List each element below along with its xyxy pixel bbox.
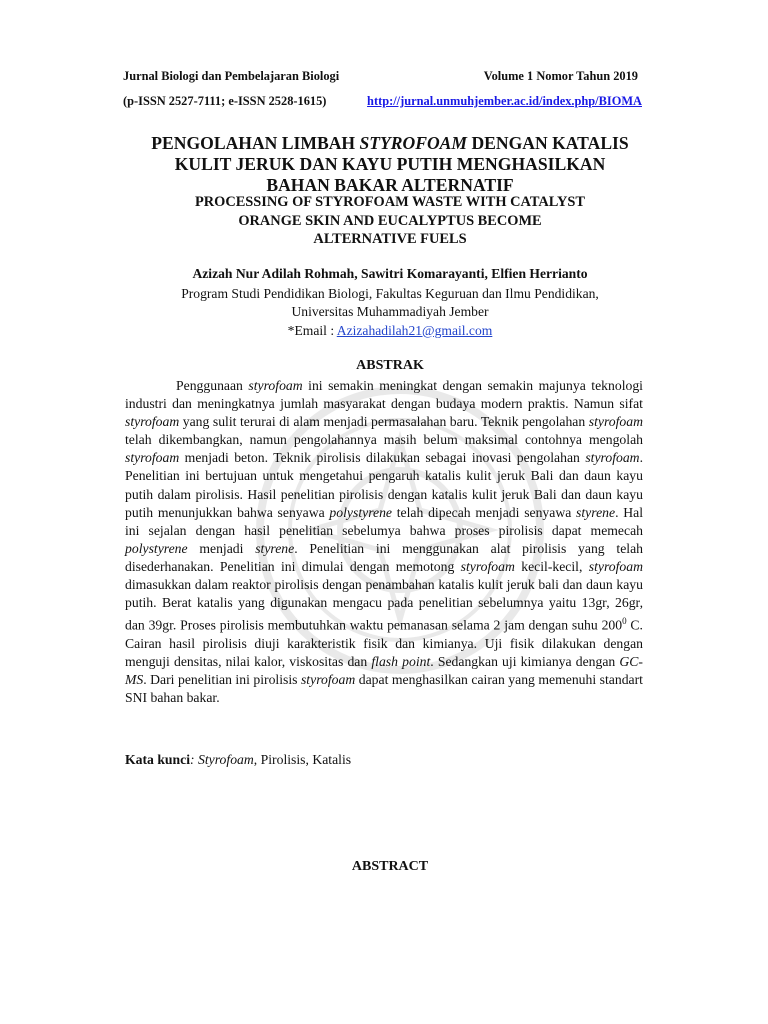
keywords-line	[125, 752, 351, 768]
abstract-heading: ABSTRAK	[356, 358, 424, 373]
abstract-term: styrofoam	[588, 558, 643, 574]
abstract-text-run: dimasukkan dalam reaktor pirolisis dengan penambahan katalis kulit jeruk bali dan daun kayu putih. Berat katalis yang digunakan mengacu pada penelitian sebelumnya yaitu 13gr, 26gr, dan 39gr. Proses pirolisis membutuhkan waktu pemanasan selama 2 jam dengan suhu 200	[125, 577, 643, 633]
abstract-text-run: . Penelitian ini bertujuan untuk mengetahui pengaruh katalis kulit jeruk Bali dan daun kayu putih dalam pirolisis. Hasil penelitian pirolisis dengan katalis kulit jeruk Bali dan daun kayu putih menunjukkan bahwa senyawa	[125, 450, 643, 520]
abstract-text-run: ini semakin meningkat dengan semakin majunya teknologi industri dan meningkatnya jumlah masyarakat dengan budaya modern praktis. Namun sifat	[125, 378, 643, 412]
abstract-term: styrofoam	[125, 450, 180, 466]
abstract-term: styrofoam	[588, 414, 643, 430]
subtitle-line-1: PROCESSING OF STYROFOAM WASTE WITH CATALYST	[194, 194, 586, 210]
affiliation-line-2: Universitas Muhammadiyah Jember	[291, 304, 489, 320]
author-list: Azizah Nur Adilah Rohmah, Sawitri Komarayanti, Elfien Herrianto	[192, 266, 588, 281]
abstract-text-run: telah dikembangkan, namun pengolahannya masih belum maksimal contohnya mengolah	[125, 432, 643, 448]
title-line-2: KULIT JERUK DAN KAYU PUTIH MENGHASILKAN	[174, 154, 606, 174]
email-link[interactable]: Azizahadilah21@gmail.com	[336, 322, 493, 338]
subtitle-line-2: ORANGE SKIN AND EUCALYPTUS BECOME	[238, 212, 542, 229]
subtitle-line-3: ALTERNATIVE FUELS	[313, 231, 467, 247]
abstract-term: styrofoam	[585, 450, 640, 466]
title-line-1: PENGOLAHAN LIMBAH STYROFOAM DENGAN KATALIS	[151, 133, 629, 153]
journal-issn: (p-ISSN 2527-7111; e-ISSN 2528-1615)	[123, 94, 327, 108]
abstract-term: polystyrene	[125, 540, 188, 556]
affiliation	[100, 285, 680, 340]
title-line-3: BAHAN BAKAR ALTERNATIF	[266, 175, 514, 195]
journal-volume: Volume 1 Nomor Tahun 2019	[483, 69, 638, 83]
abstract-term: styrofoam	[125, 414, 180, 430]
abstract-body	[125, 377, 643, 707]
paper-title	[100, 133, 680, 196]
abstract-text-run: Penggunaan	[176, 378, 249, 393]
abstract-term: polystyrene	[329, 504, 393, 520]
journal-url-link[interactable]: http://jurnal.unmuhjember.ac.id/index.php/BIOMA	[367, 94, 642, 108]
email-label: *Email :	[287, 322, 337, 338]
abstract-term: styrene	[255, 540, 295, 556]
abstract-text-run: menjadi beton. Teknik pirolisis dilakukan sebagai inovasi pengolahan	[179, 450, 586, 466]
abstract-text-run: . Sedangkan uji kimianya dengan	[430, 653, 620, 669]
abstract-paragraph	[125, 377, 643, 707]
abstract-term: GC-MS	[125, 653, 643, 688]
affiliation-line-1: Program Studi Pendidikan Biologi, Fakultas Keguruan dan Ilmu Pendidikan,	[181, 286, 599, 301]
abstract-term: styrofoam	[248, 378, 303, 393]
abstract-text-run: . Hal ini sejalan dengan hasil penelitian sebelumya bahwa proses pirolisis dapat memecah	[125, 504, 643, 538]
journal-name: Jurnal Biologi dan Pembelajaran Biologi	[123, 69, 340, 83]
email-line	[100, 322, 680, 340]
abstract-superscript: 0	[622, 616, 627, 627]
abstract-term: styrofoam	[300, 672, 356, 688]
abstract-english-heading: ABSTRACT	[351, 859, 429, 874]
abstract-text-run: . Dari penelitian ini pirolisis	[143, 672, 301, 688]
abstract-text-run: menjadi	[187, 540, 256, 556]
abstract-text-run: yang sulit terurai di alam menjadi permasalahan baru. Teknik pengolahan	[179, 414, 589, 430]
paper-subtitle-english	[100, 193, 680, 249]
abstract-text-run: telah dipecah menjadi senyawa	[392, 504, 577, 520]
abstract-text-run: kecil-kecil,	[514, 558, 589, 574]
keyword-styrofoam: Styrofoam	[198, 752, 254, 767]
abstract-term: styrene	[576, 504, 616, 520]
abstract-text-run: C. Cairan hasil pirolisis diuji karakteristik fisik dan kimianya. Uji fisik dilakukan dengan menguji densitas, nilai kalor, viskositas dan	[125, 617, 643, 669]
keywords-label: Kata kunci	[125, 752, 191, 767]
abstract-text-run: . Penelitian ini menggunakan alat pirolisis yang telah disederhanakan. Penelitian ini dimulai dengan memotong	[125, 540, 643, 574]
keywords-rest: , Pirolisis, Katalis	[253, 752, 352, 767]
keywords-separator: :	[190, 752, 199, 767]
abstract-term: styrofoam	[460, 558, 515, 574]
abstract-term: flash point	[371, 653, 431, 669]
abstract-text-run: dapat menghasilkan cairan yang memenuhi standart SNI bahan bakar.	[125, 672, 643, 706]
